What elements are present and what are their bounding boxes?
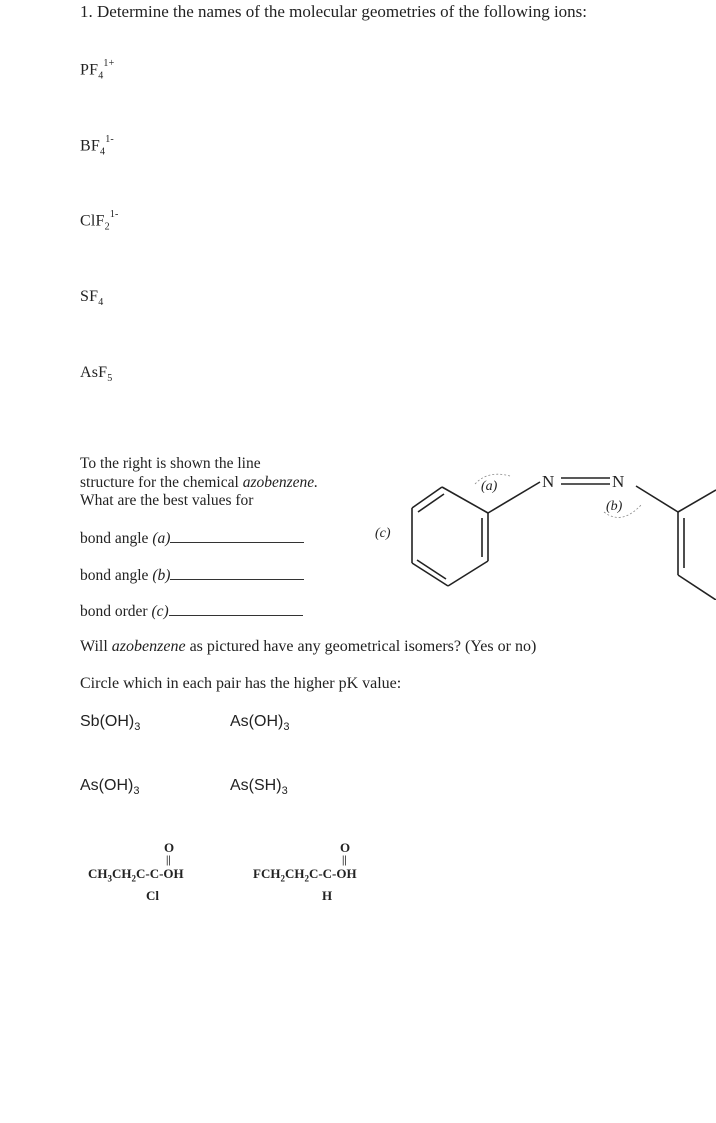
atom-n-right: N xyxy=(612,472,625,491)
ion-bf4: $BF_4^{1-}$ xyxy=(80,134,114,158)
pk-prompt: Circle which in each pair has the higher pK value: xyxy=(80,675,402,692)
bond-angle-b-field[interactable]: bond angle (b) xyxy=(80,565,304,585)
pk-pair2-right[interactable]: $As(SH)_3$ xyxy=(230,777,288,798)
right-struct-substituent: H xyxy=(322,888,333,903)
n-c-bond xyxy=(636,486,678,512)
isomer-question: Will azobenzene as pictured have any geometrical isomers? (Yes or no) xyxy=(80,638,537,655)
azobenzene-intro xyxy=(80,455,370,511)
ion-sf4: $SF_4$ xyxy=(80,288,104,309)
atom-n-left: N xyxy=(542,472,555,491)
question-1-text: 1. Determine the names of the molecular geometries of the following ions: xyxy=(80,2,588,21)
bond-order-c-field[interactable]: bond order (c) xyxy=(80,601,303,621)
intro-line-1: To the right is shown the line xyxy=(80,455,261,472)
left-struct-chain[interactable]: $CH_3CH_2C-C-OH$ xyxy=(88,866,184,884)
intro-line-2: structure for the chemical azobenzene. xyxy=(80,473,319,491)
azobenzene-structure xyxy=(360,440,716,600)
right-struct-chain[interactable]: $FCH_2CH_2C-C-OH$ xyxy=(253,866,357,884)
benzene-ring-right xyxy=(678,490,716,600)
ion-clf2: ClF$_2^{1-}$ xyxy=(80,209,119,233)
right-struct-oxygen: O xyxy=(340,840,351,855)
left-struct-oxygen: O xyxy=(164,840,175,855)
left-struct-substituent: Cl xyxy=(146,888,159,903)
right-struct-double-bond: || xyxy=(342,854,347,866)
intro-line-3: What are the best values for xyxy=(80,492,254,509)
label-c: (c) xyxy=(375,526,391,541)
benzene-ring-left xyxy=(412,487,488,586)
bond-angle-a-field[interactable]: bond angle (a) xyxy=(80,528,304,548)
ion-pf4: $PF_4^{1+}$ xyxy=(80,58,115,82)
pk-pair2-left[interactable]: $As(OH)_3$ xyxy=(80,777,140,798)
ion-asf5: AsF$_5$ xyxy=(80,364,113,385)
left-struct-double-bond: || xyxy=(166,854,171,866)
pk-pair1-left[interactable]: $Sb(OH)_3$ xyxy=(80,713,141,734)
label-a: (a) xyxy=(481,479,498,494)
pk-pair1-right[interactable]: $As(OH)_3$ xyxy=(230,713,290,734)
label-b: (b) xyxy=(606,499,623,514)
